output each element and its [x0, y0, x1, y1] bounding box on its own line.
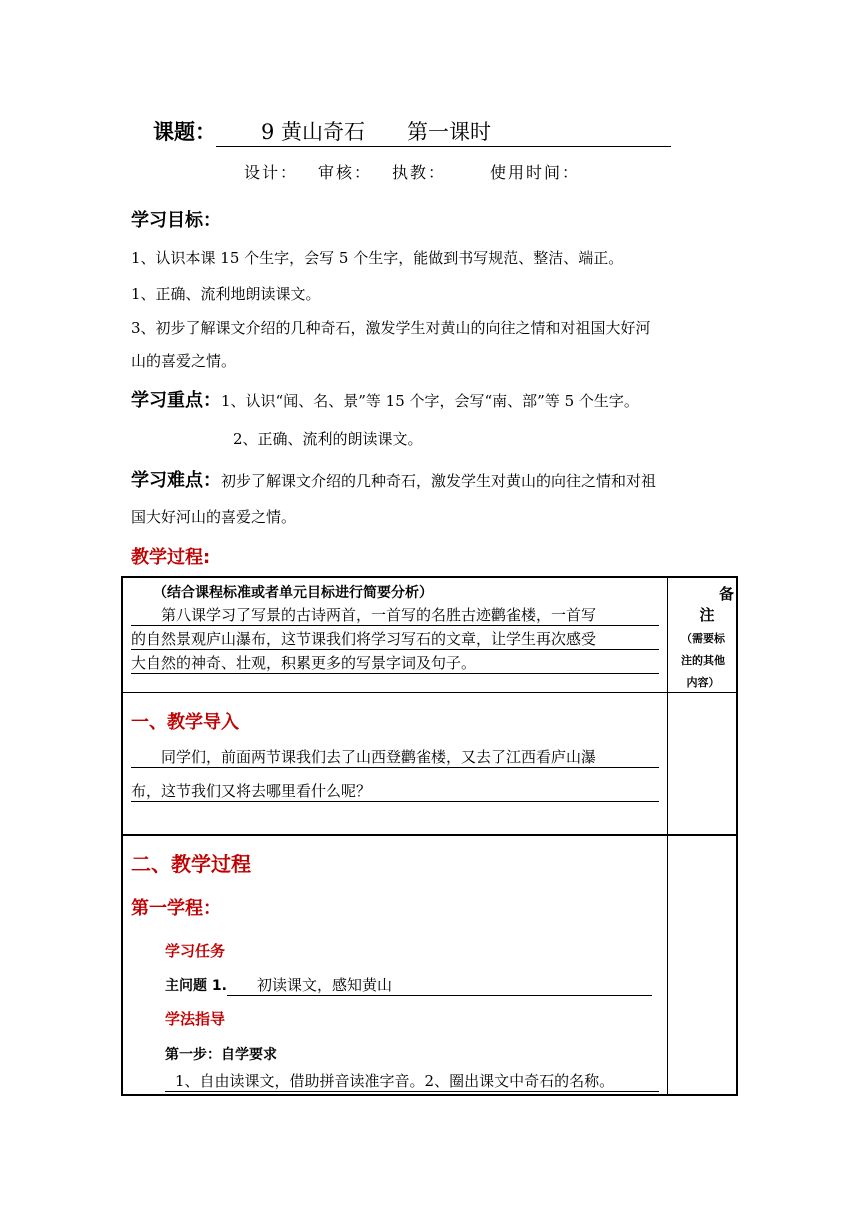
- question-label: 主问题 1.: [165, 978, 227, 994]
- key-points-line1: 1、认识“闻、名、景”等 15 个字，会写“南、部”等 5 个生字。: [221, 392, 639, 410]
- step-label: 第一步：自学要求: [165, 1047, 277, 1063]
- objective-item: 山的喜爱之情。: [131, 352, 237, 370]
- section2-heading: 二、教学过程: [131, 852, 251, 876]
- meta-teach: 执教：: [392, 163, 447, 182]
- question-text: 初读课文，感知黄山: [227, 974, 652, 996]
- remark-sub: （需要标: [681, 632, 725, 645]
- process-heading: 教学过程:: [131, 547, 211, 568]
- analysis-line: 第八课学习了写景的古诗两首，一首写的名胜古迹鹳雀楼，一首写: [131, 604, 659, 626]
- key-points: [131, 386, 639, 412]
- remark-title-1: 备: [718, 585, 734, 603]
- title-value: 9 黄山奇石 第一课时: [216, 116, 671, 147]
- key-points-heading: 学习重点：: [131, 390, 221, 411]
- objectives-heading: 学习目标：: [131, 210, 221, 231]
- section1-line: 同学们，前面两节课我们去了山西登鹳雀楼，又去了江西看庐山瀑: [131, 746, 659, 768]
- row-divider: [123, 692, 736, 693]
- meta-row: [244, 160, 600, 183]
- analysis-line: 大自然的神奇、壮观，积累更多的写景字词及句子。: [131, 652, 659, 674]
- remark-sub: 注的其他: [681, 654, 725, 667]
- objective-item: 1、正确、流利地朗读课文。: [131, 285, 321, 303]
- lesson-table: [121, 576, 738, 1096]
- question-row: [165, 974, 652, 996]
- title-label: 课题：: [153, 119, 216, 144]
- meta-review: 审核：: [318, 163, 373, 182]
- meta-time: 使用时间：: [490, 163, 581, 182]
- section1-heading: 一、教学导入: [131, 712, 239, 733]
- task-label: 学习任务: [165, 942, 226, 960]
- objective-item: 1、认识本课 15 个生字，会写 5 个生字，能做到书写规范、整洁、端正。: [131, 249, 624, 267]
- analysis-title: （结合课程标准或者单元目标进行简要分析）: [153, 585, 433, 601]
- row-divider: [123, 834, 736, 836]
- difficulties-line1: 初步了解课文介绍的几种奇石，激发学生对黄山的向往之情和对祖: [221, 472, 657, 490]
- lesson-title: [153, 116, 671, 147]
- method-label: 学法指导: [165, 1010, 226, 1028]
- remark-title-2: 注: [699, 606, 715, 624]
- step-text: 1、自由读课文，借助拼音读准字音。2、圈出课文中奇石的名称。: [165, 1070, 659, 1092]
- remark-sub: 内容）: [686, 676, 720, 689]
- meta-design: 设计：: [244, 163, 299, 182]
- section1-line: 布，这节我们又将去哪里看什么呢？: [131, 780, 659, 802]
- analysis-line: 的自然景观庐山瀑布，这节课我们将学习写石的文章，让学生再次感受: [131, 628, 659, 650]
- key-points-line2: 2、正确、流利的朗读课文。: [233, 430, 423, 448]
- difficulties-line2: 国大好河山的喜爱之情。: [131, 508, 297, 526]
- difficulties: [131, 466, 656, 492]
- objective-item: 3、初步了解课文介绍的几种奇石，激发学生对黄山的向往之情和对祖国大好河: [131, 319, 651, 337]
- difficulties-heading: 学习难点：: [131, 470, 221, 491]
- section2-subheading: 第一学程：: [131, 898, 221, 919]
